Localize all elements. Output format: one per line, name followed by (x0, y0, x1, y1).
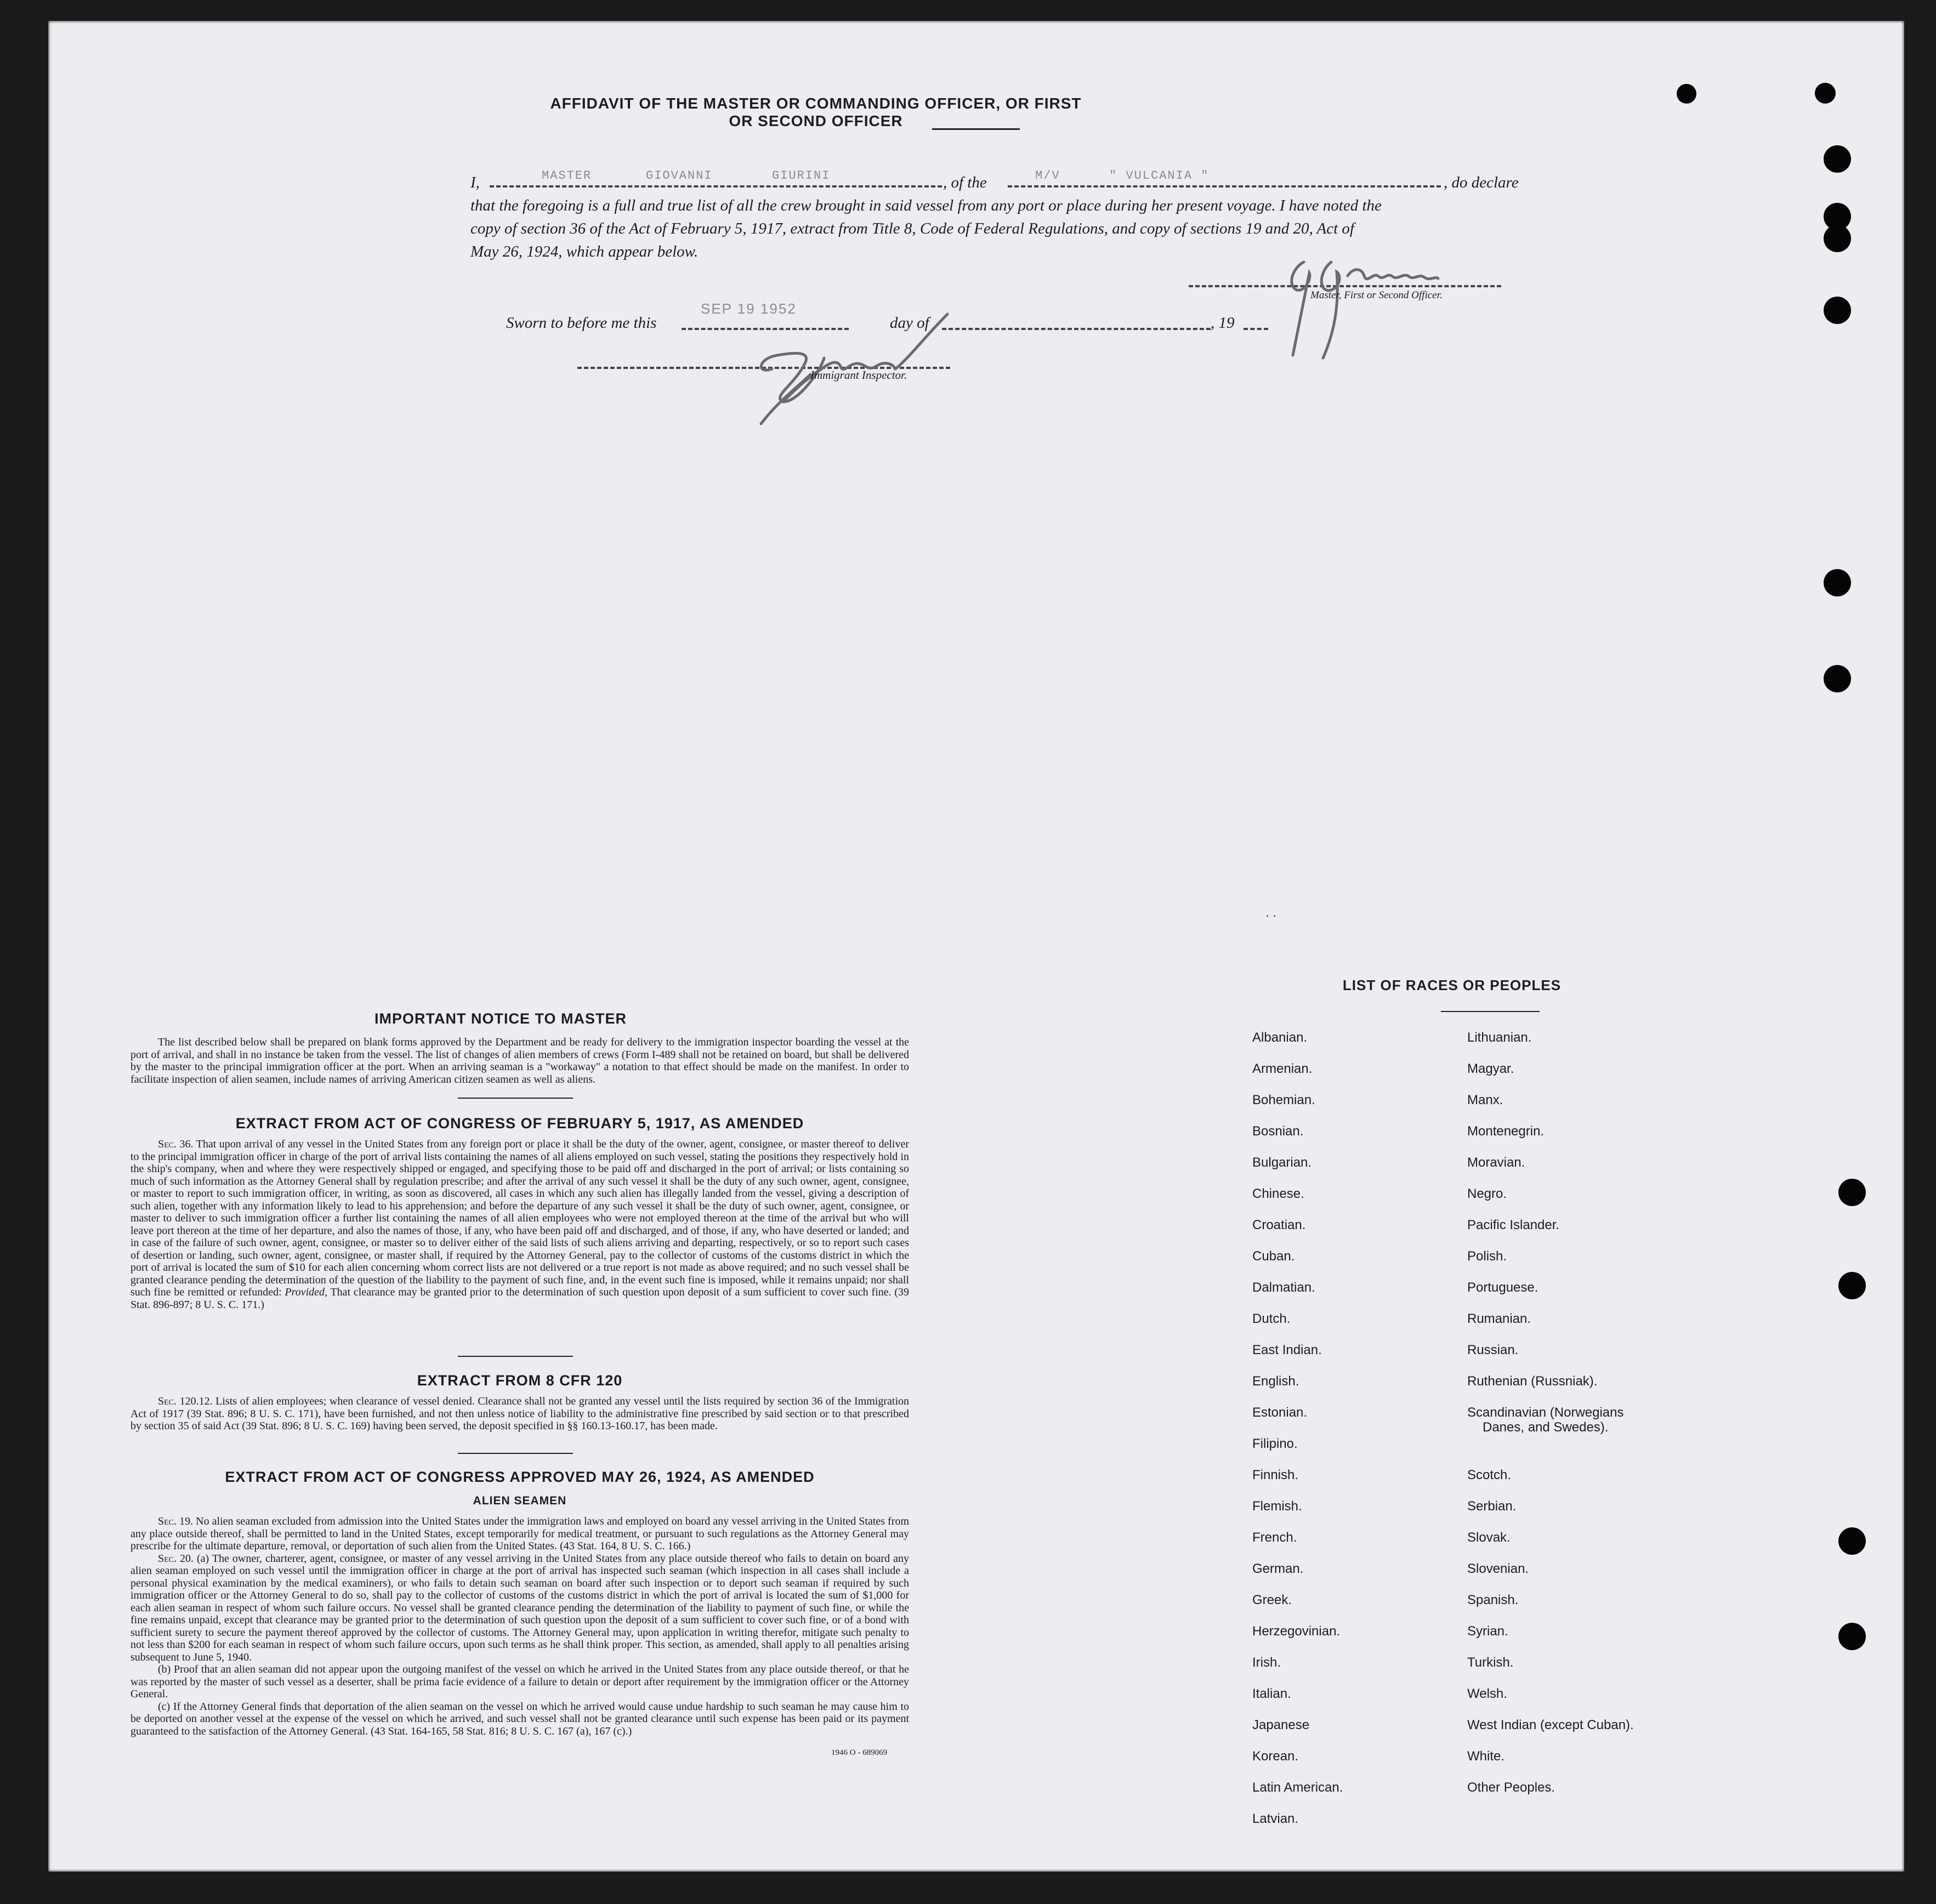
race-item: Armenian. (1252, 1061, 1313, 1076)
master-caption: Master, First or Second Officer. (1310, 289, 1443, 301)
race-item: Negro. (1467, 1186, 1507, 1201)
sec36-label: Sec. 36. (158, 1138, 194, 1150)
race-item: Moravian. (1467, 1155, 1525, 1170)
date-stamp: SEP 19 1952 (701, 300, 797, 317)
inspector-signature (728, 292, 969, 429)
race-item: Bulgarian. (1252, 1155, 1312, 1170)
race-item: Estonian. (1252, 1405, 1308, 1420)
race-item: Magyar. (1467, 1061, 1514, 1076)
race-item: Syrian. (1467, 1624, 1508, 1639)
typed-rank: MASTER (542, 169, 592, 183)
sec36-text-end: That clearance may be granted prior to the determination of such question upon deposit of a sum sufficient to cover such fine. (39 Stat. 896-897; 8 U. S. C. 171.) (130, 1286, 909, 1311)
race-item: French. (1252, 1530, 1297, 1545)
punch-hole (1824, 145, 1851, 173)
race-item: English. (1252, 1374, 1299, 1389)
inspector-caption: Immigrant Inspector. (810, 368, 907, 382)
document-page (48, 21, 1904, 1872)
extract-1917-title: EXTRACT FROM ACT OF CONGRESS OF FEBRUARY 5, 1917, AS AMENDED (235, 1115, 804, 1132)
race-item: Flemish. (1252, 1499, 1302, 1514)
of-the-label: , of the (943, 174, 987, 191)
race-item: Dalmatian. (1252, 1280, 1315, 1295)
proviso-label: Provided, (285, 1286, 328, 1298)
race-item: Russian. (1467, 1343, 1519, 1357)
race-item: Chinese. (1252, 1186, 1304, 1201)
race-item: Danes, and Swedes). (1483, 1420, 1609, 1435)
race-item: Turkish. (1467, 1655, 1514, 1670)
punch-hole (1838, 1527, 1866, 1555)
extract-1924-subtitle: ALIEN SEAMEN (473, 1494, 567, 1507)
typed-first-name: GIOVANNI (646, 169, 713, 183)
races-left-column (1252, 1030, 1343, 1842)
race-item: Montenegrin. (1467, 1124, 1545, 1139)
races-right-column (1467, 1030, 1634, 1811)
sec20-label: Sec. 20. (158, 1552, 194, 1565)
race-item: Lithuanian. (1467, 1030, 1532, 1045)
race-item: Dutch. (1252, 1311, 1291, 1326)
punch-hole (1838, 1623, 1866, 1650)
race-item: White. (1467, 1749, 1505, 1764)
race-item: Scotch. (1467, 1468, 1512, 1482)
race-item: Herzegovinian. (1252, 1624, 1341, 1639)
races-rule (1441, 1011, 1540, 1012)
name-line (490, 185, 942, 187)
sec-12012-label: Sec. 120.12. (158, 1395, 213, 1407)
extract-1924-title: EXTRACT FROM ACT OF CONGRESS APPROVED MAY 26, 1924, AS AMENDED (225, 1469, 815, 1485)
extract-1924-body (130, 1515, 909, 1737)
sworn-year-line (1244, 328, 1268, 330)
affidavit-line-2: that the foregoing is a full and true list of all the crew brought in said vessel from any port or place during her present voyage. I have noted the (470, 197, 1382, 214)
race-item: Greek. (1252, 1593, 1292, 1607)
extract-cfr-body (130, 1395, 909, 1433)
punch-hole (1824, 569, 1851, 596)
race-item: Latin American. (1252, 1780, 1343, 1795)
sec20a-text: (a) The owner, charterer, agent, consignee, or master of any vessel arriving in the United States from any place outside thereof who fails to detain on board any alien seaman employed on such vessel until the immigration officer in charge at the port of arrival has inspected such seaman (which inspection in all cases shall include a personal physical examination by the medical examiners), or who fails to detain such seaman on board after such inspection or to deport such seaman if required by such immigration officer or the Attorney General to do so, shall pay to the collector of customs of the customs district in which the port of arrival is located the sum of $1,000 for each alien seaman in respect of whom such failure occurs. No vessel shall be granted clearance pending the determination of the liability to payment of such fine, or while the fine remains unpaid, except that clearance may be granted prior to the determination of such question upon the deposit of a sum sufficient to cover such fine, or of a bond with sufficient surety to secure the payment thereof approved by the collector of customs. The Attorney General may, upon application in writing therefor, mitigate such penalty to not less than $200 for each seaman in respect of whom such failure occurs, upon such terms as he shall think proper. This section, as amended, shall apply to all penalties arising subsequent to June 5, 1940. (130, 1552, 910, 1663)
race-item: West Indian (except Cuban). (1467, 1718, 1634, 1732)
notice-rule (458, 1098, 573, 1099)
notice-body (130, 1036, 909, 1085)
race-item: Bohemian. (1252, 1093, 1315, 1107)
punch-hole (1838, 1272, 1866, 1299)
extract-cfr-title: EXTRACT FROM 8 CFR 120 (417, 1372, 623, 1389)
affidavit-title: AFFIDAVIT OF THE MASTER OR COMMANDING OFFICER, OR FIRST OR SECOND OFFICER (550, 95, 1082, 129)
extract-1917-body (130, 1138, 909, 1311)
race-item: Serbian. (1467, 1499, 1517, 1514)
race-item: Albanian. (1252, 1030, 1308, 1045)
sec19-text: No alien seaman excluded from admission into the United States under the immigration laws and employed on board any vessel arriving in the United States from any place outside thereof, shall be permitted to land in the United States, except temporarily for medical treatment, or pursuant to such regulations as the Attorney General may prescribe for the ultimate departure, removal, or deportation of such alien from the United States. (43 Stat. 164, 8 U. S. C. 166.) (130, 1515, 910, 1552)
race-item: Scandinavian (Norwegians (1467, 1405, 1624, 1420)
extract-cfr-rule (458, 1453, 573, 1454)
punch-hole (1815, 83, 1836, 104)
punch-hole (1824, 225, 1851, 252)
race-item: Polish. (1467, 1249, 1507, 1264)
typed-vessel-name: " VULCANIA " (1109, 169, 1210, 183)
punch-hole (1677, 84, 1696, 104)
race-item: East Indian. (1252, 1343, 1322, 1357)
race-item: Cuban. (1252, 1249, 1295, 1264)
day-of-label: day of (890, 314, 929, 332)
stray-mark: · · (1265, 909, 1277, 923)
extract-1917-rule (458, 1356, 573, 1357)
race-item: Rumanian. (1467, 1311, 1531, 1326)
typed-vessel-prefix: M/V (1035, 169, 1060, 183)
notice-title: IMPORTANT NOTICE TO MASTER (374, 1010, 627, 1027)
sec19-label: Sec. 19. (158, 1515, 194, 1527)
race-item: Spanish. (1467, 1593, 1519, 1607)
race-item: Italian. (1252, 1686, 1291, 1701)
punch-hole (1838, 1179, 1866, 1206)
sec-12012-text: Lists of alien employees; when clearance of vessel denied. Clearance shall not be granted any vessel until the lists required by section 36 of the Immigration Act of 1917 (39 Stat. 896; 8 U. S. C. 171), have been furnished, and not then unless notice of liability to the administrative fine prescribed by said section or to that prescribed by section 35 of said Act (39 Stat. 896; 8 U. S. C. 169) having been served, the deposit specified in §§ 160.13-160.17, has been made. (130, 1395, 909, 1432)
race-item: Finnish. (1252, 1468, 1299, 1482)
print-code: 1946 O - 689069 (831, 1748, 888, 1757)
race-item: Latvian. (1252, 1811, 1299, 1826)
race-item: Ruthenian (Russniak). (1467, 1374, 1598, 1389)
vessel-line (1008, 185, 1441, 187)
title-rule (932, 128, 1020, 130)
race-item: Croatian. (1252, 1218, 1306, 1232)
races-title: LIST OF RACES OR PEOPLES (1342, 977, 1562, 993)
race-item: Korean. (1252, 1749, 1299, 1764)
race-item: Filipino. (1252, 1436, 1298, 1451)
sworn-label: Sworn to before me this (506, 314, 657, 332)
sec20c-text: (c) If the Attorney General finds that deportation of the alien seaman on the vessel on which he arrived would cause undue hardship to such seaman he may cause him to be deported on another vessel at the expense of the vessel on which he arrived, and such vessel shall not be granted clearance until such expense has been paid or its payment guaranteed to the satisfaction of the Attorney General. (43 Stat. 164-165, 58 Stat. 816; 8 U. S. C. 167 (a), 167 (c).) (130, 1700, 909, 1737)
race-item: Manx. (1467, 1093, 1503, 1107)
punch-hole (1824, 665, 1851, 692)
i-label: I, (470, 174, 480, 191)
race-item: Japanese (1252, 1718, 1310, 1732)
sec20b-text: (b) Proof that an alien seaman did not appear upon the outgoing manifest of the vessel on which he arrived in the United States from any place outside thereof, or that he was reported by the master of such vessel as a deserter, shall be prima facie evidence of a failure to detain or deport after requirement by the immigration officer or the Attorney General. (130, 1663, 909, 1700)
race-item: Irish. (1252, 1655, 1281, 1670)
race-item: Slovak. (1467, 1530, 1511, 1545)
race-item: Pacific Islander. (1467, 1218, 1560, 1232)
race-item: German. (1252, 1561, 1304, 1576)
master-signature (1271, 251, 1490, 369)
race-item: Welsh. (1467, 1686, 1507, 1701)
sec36-text: That upon arrival of any vessel in the United States from any foreign port or place it shall be the duty of the owner, agent, consignee, or master thereof to deliver to the principal immigration officer in charge of the port of arrival lists containing the names of all aliens employed on such vessel, stating the positions they respectively hold in the ship's company, when and where they were respectively shipped or engaged, and specifying those to be paid off and discharged in the port of arrival; or lists containing so much of such information as the Attorney General shall by regulation prescribe; and after the arrival of any such vessel it shall be the duty of any such owner, agent, consignee, or master to report to such immigration officer, in writing, as soon as discovered, all cases in which any such alien has illegally landed from the vessel, giving a description of such alien, together with any information likely to lead to his apprehension; and before the departure of any such vessel it shall be the duty of such owner, agent, consignee, or master to deliver to such immigration officer a further list containing the names of all alien employees who were not employed thereon at the time of the arrival but who will leave port thereon at the time of her departure, and also the names of those, if any, who have been paid off and discharged, and of those, if any, who have deserted or landed; and in case of the failure of such owner, agent, consignee, or master so to deliver either of the said lists of such aliens arriving and departing, respectively, or so to report such cases of desertion or landing, such owner, agent, consignee, or master shall, if required by the Attorney General, pay to the collector of customs of the customs district in which the port of arrival is located the sum of $10 for each alien concerning whom correct lists are not delivered or a true report is not made as above required; and no such vessel shall be granted clearance pending the determination of the question of the liability to the payment of such fine, and, in the event such fine is imposed, while it remains unpaid; nor shall such fine be remitted or refunded: (130, 1138, 910, 1298)
year-prefix: , 19 (1211, 314, 1235, 332)
sworn-month-line (942, 328, 1211, 330)
affidavit-line-4: May 26, 1924, which appear below. (470, 243, 699, 260)
race-item: Slovenian. (1467, 1561, 1529, 1576)
race-item: Other Peoples. (1467, 1780, 1555, 1795)
race-item: Portuguese. (1467, 1280, 1538, 1295)
notice-text: The list described below shall be prepared on blank forms approved by the Department and be ready for delivery to the immigration inspector boarding the vessel at the port of arrival, and shall in no instance be taken from the vessel. The list of changes of alien members of crews (Form I-489 shall not be retained on board, but shall be delivered by the master to the principal immigration officer at the port. When an arriving seaman is a "workaway" a notation to that effect should be made on the manifest. In order to facilitate inspection of alien seamen, include names of arriving American citizen seamen as well as aliens. (130, 1036, 909, 1085)
typed-surname: GIURINI (772, 169, 831, 183)
race-item: Bosnian. (1252, 1124, 1304, 1139)
affidavit-line-3: copy of section 36 of the Act of February 5, 1917, extract from Title 8, Code of Federal Regulations, and copy of sections 19 and 20, Act of (470, 220, 1354, 237)
do-declare-label: , do declare (1444, 174, 1519, 191)
punch-hole (1824, 297, 1851, 324)
